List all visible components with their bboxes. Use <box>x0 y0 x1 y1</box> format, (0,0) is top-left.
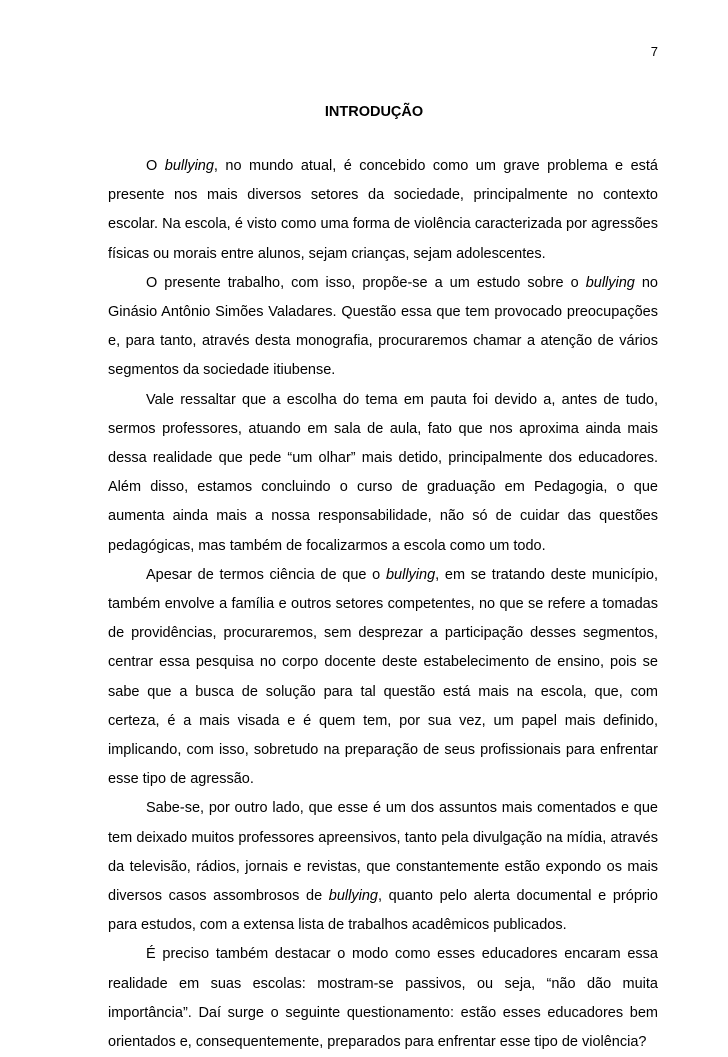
paragraph-text: , em se tratando deste município, também envolve a família e outros setores competentes, no que se refere a tomadas de providências, procuraremos, sem desprezar a participação desses segmentos, centrar essa pesquisa no corpo docente deste estabelecimento de ensino, pois se sabe que a busca de solução para tal questão está mais na escola, que, com certeza, é a mais visada e é quem tem, por sua vez, um papel mais definido, implicando, com isso, sobretudo na preparação de seus profissionais para enfrentar esse tipo de agressão. <box>108 566 658 788</box>
italic-term: bullying <box>164 158 214 174</box>
section-title: INTRODUÇÃO <box>324 104 424 120</box>
paragraph-text: no Ginásio Antônio Simões Valadares. Questão essa que tem provocado preocupações e, para tanto, através desta monografia, procuraremos chamar a atenção de vários segmentos da sociedade itiubense. <box>108 274 658 379</box>
paragraph-4 <box>108 561 658 795</box>
paragraph-text: Sabe-se, por outro lado, que esse é um dos assuntos mais comentados e que tem deixado muitos professores apreensivos, tanto pela divulgação na mídia, através da televisão, rádios, jornais e revistas, que constantemente estão expondo os mais diversos casos assombrosos de <box>108 800 658 905</box>
paragraph-text: , no mundo atual, é concebido como um grave problema e está presente nos mais diversos setores da sociedade, principalmente no contexto escolar. Na escola, é visto como uma forma de violência caracterizada por agressões físicas ou morais entre alunos, sejam crianças, sejam adolescentes. <box>108 158 658 262</box>
paragraph-text: O <box>146 158 165 174</box>
paragraph-text: Apesar de termos ciência de que o <box>146 566 386 583</box>
italic-term: bullying <box>328 888 378 905</box>
page-number: 7 <box>650 44 658 59</box>
paragraph-3 <box>108 386 658 561</box>
paragraph-text: O presente trabalho, com isso, propõe-se a um estudo sobre o <box>146 274 586 291</box>
paragraph-2 <box>108 269 658 386</box>
paragraph-text: Vale ressaltar que a escolha do tema em pauta foi devido a, antes de tudo, sermos professores, atuando em sala de aula, fato que nos aproxima ainda mais dessa realidade que pede “um olhar” mais detido, principalmente dos educadores. Além disso, estamos concluindo o curso de graduação em Pedagogia, o que aumenta ainda mais a nossa responsabilidade, não só de cuidar das questões pedagógicas, mas também de focalizarmos a escola como um todo. <box>108 391 658 554</box>
body-text <box>108 152 658 1057</box>
paragraph-text: É preciso também destacar o modo como esses educadores encaram essa realidade em suas escolas: mostram-se passivos, ou seja, “não dão muita importância”. Daí surge o seguinte questionamento: estão esses educadores bem orientados e, consequentemente, preparados para enfrentar esse tipo de violência? <box>108 946 658 1051</box>
italic-term: bullying <box>385 566 436 583</box>
paragraph-text: , quanto pelo alerta documental e próprio para estudos, com a extensa lista de trabalhos acadêmicos publicados. <box>108 888 658 934</box>
paragraph-6 <box>108 940 658 1057</box>
italic-term: bullying <box>585 274 635 291</box>
paragraph-1 <box>108 152 658 269</box>
paragraph-5 <box>108 794 658 940</box>
